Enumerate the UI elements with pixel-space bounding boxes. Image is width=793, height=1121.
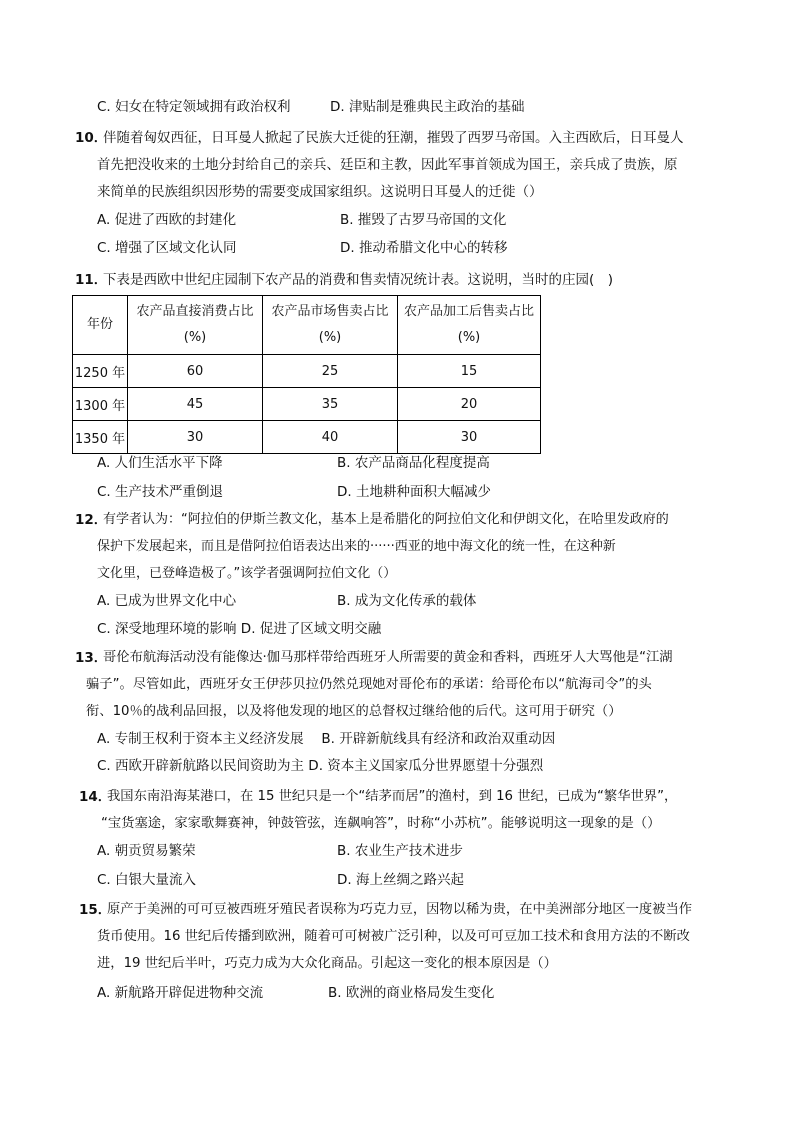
table-cell: 25 xyxy=(263,355,398,388)
q13-number: 13． xyxy=(75,650,108,666)
q12-option-a: A. 已成为世界文化中心 xyxy=(97,593,237,609)
q14-option-c: C. 白银大量流入 xyxy=(97,872,197,888)
table-cell: 30 xyxy=(398,421,541,454)
q10-stem-line3: 来简单的民族组织因形势的需要变成国家组织。这说明日耳曼人的迁徙（） xyxy=(97,184,543,200)
table-cell-year: 1300 年 xyxy=(73,388,128,421)
q15-option-a: A. 新航路开辟促进物种交流 xyxy=(97,985,264,1001)
table-header-year: 年份 xyxy=(73,296,128,355)
q12-stem-line2: 保护下发展起来，而且是借阿拉伯语表达出来的······西亚的地中海文化的统一性，在这种新 xyxy=(97,539,616,554)
q11-option-a: A. 人们生活水平下降 xyxy=(97,455,223,471)
q11-stats-table xyxy=(72,295,541,454)
q15-option-b: B. 欧洲的商业格局发生变化 xyxy=(328,985,495,1001)
table-cell: 15 xyxy=(398,355,541,388)
table-row xyxy=(73,421,541,454)
q10-stem-line2: 首先把没收来的土地分封给自己的亲兵、廷臣和主教，因此军事首领成为国王，亲兵成了贵族，原 xyxy=(97,157,678,173)
table-cell: 30 xyxy=(128,421,263,454)
q11-number: 11． xyxy=(75,272,108,288)
table-cell-year: 1250 年 xyxy=(73,355,128,388)
q11-option-d: D. 土地耕种面积大幅减少 xyxy=(337,484,491,500)
q12-stem-line1: 有学者认为：“阿拉伯的伊斯兰教文化，基本上是希腊化的阿拉伯文化和伊朗文化，在哈里发政府的 xyxy=(103,512,669,527)
table-cell: 60 xyxy=(128,355,263,388)
table-cell: 35 xyxy=(263,388,398,421)
table-row xyxy=(73,388,541,421)
q9-option-d: D. 津贴制是雅典民主政治的基础 xyxy=(330,99,525,115)
q10-stem-line1: 伴随着匈奴西征，日耳曼人掀起了民族大迁徙的狂潮，摧毁了西罗马帝国。入主西欧后，日耳曼人 xyxy=(103,130,684,146)
table-cell: 45 xyxy=(128,388,263,421)
q14-option-b: B. 农业生产技术进步 xyxy=(337,843,463,859)
q13-options-ab: A. 专制王权利于资本主义经济发展 B. 开辟新航线具有经济和政治双重动因 xyxy=(97,731,556,747)
q14-option-d: D. 海上丝绸之路兴起 xyxy=(337,872,464,888)
q15-stem-line2: 货币使用。16 世纪后传播到欧洲，随着可可树被广泛引种，以及可可豆加工技术和食用方法的不断改 xyxy=(97,929,690,944)
table-cell-year: 1350 年 xyxy=(73,421,128,454)
q12-number: 12． xyxy=(75,512,108,528)
table-header-market-sale: 农产品市场售卖占比 (%) xyxy=(263,296,398,355)
q10-option-a: A. 促进了西欧的封建化 xyxy=(97,212,237,228)
q10-option-c: C. 增强了区域文化认同 xyxy=(97,240,237,256)
q13-stem-line2: 骗子”。尽管如此，西班牙女王伊莎贝拉仍然兑现她对哥伦布的承诺：给哥伦布以“航海司令”的头 xyxy=(86,677,652,692)
q10-option-b: B. 摧毁了古罗马帝国的文化 xyxy=(340,212,507,228)
q14-option-a: A. 朝贡贸易繁荣 xyxy=(97,843,196,859)
q10-number: 10． xyxy=(75,130,108,146)
table-cell: 40 xyxy=(263,421,398,454)
q11-option-c: C. 生产技术严重倒退 xyxy=(97,484,224,500)
q10-option-d: D. 推动希腊文化中心的转移 xyxy=(340,240,508,256)
table-cell: 20 xyxy=(398,388,541,421)
q12-option-cd: C. 深受地理环境的影响 D. 促进了区域文明交融 xyxy=(97,621,382,637)
q15-number: 15． xyxy=(79,902,112,918)
q11-option-b: B. 农产品商品化程度提高 xyxy=(337,455,490,471)
q9-option-c: C. 妇女在特定领域拥有政治权利 xyxy=(97,99,291,115)
q12-stem-line3: 文化里，已登峰造极了。”该学者强调阿拉伯文化（） xyxy=(97,566,397,581)
table-row xyxy=(73,355,541,388)
q13-stem-line1: 哥伦布航海活动没有能像达·伽马那样带给西班牙人所需要的黄金和香料，西班牙人大骂他是“江湖 xyxy=(103,650,673,665)
table-header-row xyxy=(73,296,541,355)
q12-option-b: B. 成为文化传承的载体 xyxy=(337,593,477,609)
q15-stem-line3: 进，19 世纪后半叶，巧克力成为大众化商品。引起这一变化的根本原因是（） xyxy=(97,956,557,971)
q14-number: 14． xyxy=(79,789,112,805)
q13-stem-line3: 衔、10％的战利品回报，以及将他发现的地区的总督权过继给他的后代。这可用于研究（） xyxy=(86,704,622,719)
q15-stem-line1: 原产于美洲的可可豆被西班牙殖民者误称为巧克力豆，因物以稀为贵，在中美洲部分地区一度被当作 xyxy=(107,902,693,917)
q14-stem-line2: “宝货塞途，家家歌舞赛神，钟鼓管弦，连飙响答”，时称“小苏杭”。能够说明这一现象的是（） xyxy=(101,816,661,831)
table-header-direct-consumption: 农产品直接消费占比 (%) xyxy=(128,296,263,355)
q13-options-cd: C. 西欧开辟新航路以民间资助为主 D. 资本主义国家瓜分世界愿望十分强烈 xyxy=(97,758,544,774)
table-header-processed-sale: 农产品加工后售卖占比 (%) xyxy=(398,296,541,355)
q11-stem-line1: 下表是西欧中世纪庄园制下农产品的消费和售卖情况统计表。这说明，当时的庄园( ) xyxy=(103,272,614,288)
q14-stem-line1: 我国东南沿海某港口，在 15 世纪只是一个“结茅而居”的渔村，到 16 世纪，已成为“繁华世界”， xyxy=(107,789,678,804)
